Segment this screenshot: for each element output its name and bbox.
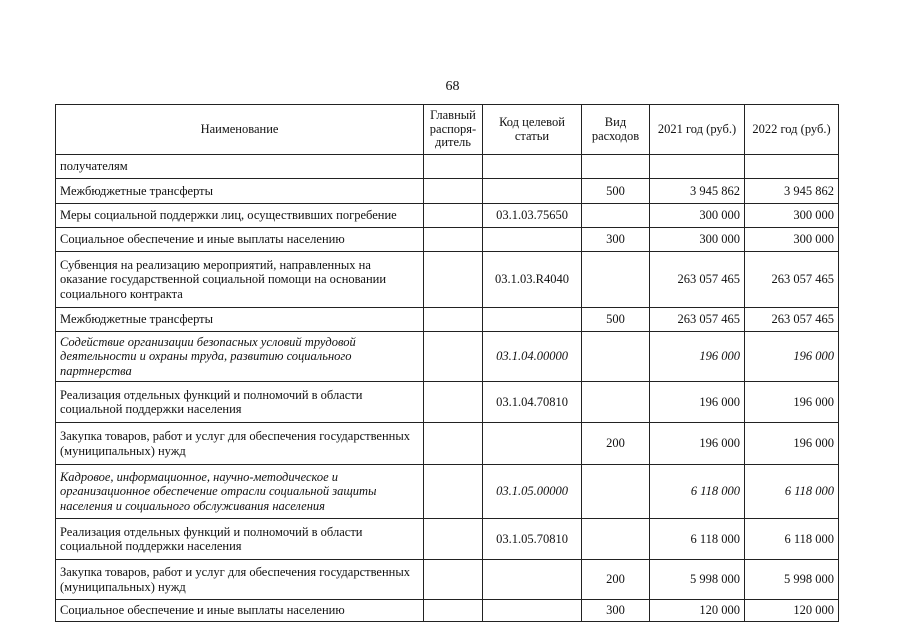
cell-name: Межбюджетные трансферты — [56, 179, 424, 204]
cell-year-2022: 5 998 000 — [745, 560, 839, 600]
cell-name: Реализация отдельных функций и полномочий в области социальной поддержки населения — [56, 382, 424, 423]
cell-year-2021: 196 000 — [650, 332, 745, 382]
cell-year-2022 — [745, 155, 839, 179]
cell-code — [483, 179, 582, 204]
cell-manager — [424, 465, 483, 519]
cell-year-2021: 263 057 465 — [650, 308, 745, 332]
page-number: 68 — [445, 79, 460, 94]
table-row — [56, 465, 839, 519]
cell-code — [483, 155, 582, 179]
cell-year-2022: 300 000 — [745, 204, 839, 228]
cell-type — [582, 155, 650, 179]
cell-year-2022: 6 118 000 — [745, 465, 839, 519]
header-year-2021: 2021 год (руб.) — [650, 105, 745, 155]
table-body — [56, 155, 839, 622]
header-year-2022: 2022 год (руб.) — [745, 105, 839, 155]
cell-manager — [424, 423, 483, 465]
cell-type: 200 — [582, 560, 650, 600]
cell-type — [582, 465, 650, 519]
table-row — [56, 179, 839, 204]
cell-manager — [424, 600, 483, 622]
table-row — [56, 519, 839, 560]
cell-type — [582, 519, 650, 560]
table-row — [56, 228, 839, 252]
cell-year-2021: 3 945 862 — [650, 179, 745, 204]
cell-year-2022: 263 057 465 — [745, 252, 839, 308]
cell-type: 500 — [582, 308, 650, 332]
cell-year-2022: 6 118 000 — [745, 519, 839, 560]
cell-type: 200 — [582, 423, 650, 465]
cell-year-2022: 196 000 — [745, 332, 839, 382]
cell-year-2022: 120 000 — [745, 600, 839, 622]
cell-type — [582, 382, 650, 423]
cell-name: Социальное обеспечение и иные выплаты населению — [56, 600, 424, 622]
table-row — [56, 308, 839, 332]
cell-name: Межбюджетные трансферты — [56, 308, 424, 332]
cell-type: 300 — [582, 600, 650, 622]
cell-manager — [424, 519, 483, 560]
cell-year-2021 — [650, 155, 745, 179]
cell-code: 03.1.05.00000 — [483, 465, 582, 519]
cell-type: 500 — [582, 179, 650, 204]
table-row — [56, 155, 839, 179]
cell-code: 03.1.05.70810 — [483, 519, 582, 560]
cell-code — [483, 560, 582, 600]
cell-type — [582, 332, 650, 382]
cell-year-2021: 300 000 — [650, 228, 745, 252]
cell-name: Закупка товаров, работ и услуг для обеспечения государственных (муниципальных) нужд — [56, 560, 424, 600]
cell-name: Социальное обеспечение и иные выплаты населению — [56, 228, 424, 252]
budget-table — [55, 104, 839, 622]
cell-year-2021: 196 000 — [650, 382, 745, 423]
cell-year-2021: 120 000 — [650, 600, 745, 622]
cell-year-2022: 3 945 862 — [745, 179, 839, 204]
table-row — [56, 382, 839, 423]
header-name: Наименование — [56, 105, 424, 155]
table-row — [56, 332, 839, 382]
cell-name: Субвенция на реализацию мероприятий, направленных на оказание государственной социальной помощи на основании социального контракта — [56, 252, 424, 308]
cell-year-2022: 196 000 — [745, 423, 839, 465]
header-type: Вид расходов — [582, 105, 650, 155]
header-manager: Главный распоря-дитель — [424, 105, 483, 155]
cell-name: Реализация отдельных функций и полномочий в области социальной поддержки населения — [56, 519, 424, 560]
cell-manager — [424, 204, 483, 228]
cell-code — [483, 308, 582, 332]
cell-name: Закупка товаров, работ и услуг для обеспечения государственных (муниципальных) нужд — [56, 423, 424, 465]
cell-code — [483, 600, 582, 622]
cell-code — [483, 423, 582, 465]
cell-name: Кадровое, информационное, научно-методическое и организационное обеспечение отрасли социальной защиты населения и социального обслуживания населения — [56, 465, 424, 519]
cell-manager — [424, 332, 483, 382]
table-row — [56, 252, 839, 308]
cell-code: 03.1.03.75650 — [483, 204, 582, 228]
cell-code: 03.1.04.70810 — [483, 382, 582, 423]
header-code: Код целевой статьи — [483, 105, 582, 155]
cell-name: получателям — [56, 155, 424, 179]
cell-year-2021: 6 118 000 — [650, 465, 745, 519]
cell-manager — [424, 560, 483, 600]
cell-manager — [424, 179, 483, 204]
cell-code — [483, 228, 582, 252]
cell-name: Содействие организации безопасных условий трудовой деятельности и охраны труда, развитию социального партнерства — [56, 332, 424, 382]
table-header-row — [56, 105, 839, 155]
cell-year-2021: 5 998 000 — [650, 560, 745, 600]
table-row — [56, 600, 839, 622]
cell-manager — [424, 228, 483, 252]
cell-manager — [424, 252, 483, 308]
cell-type: 300 — [582, 228, 650, 252]
cell-type — [582, 204, 650, 228]
cell-manager — [424, 308, 483, 332]
cell-year-2021: 300 000 — [650, 204, 745, 228]
cell-year-2021: 196 000 — [650, 423, 745, 465]
cell-year-2021: 6 118 000 — [650, 519, 745, 560]
table-row — [56, 423, 839, 465]
cell-manager — [424, 155, 483, 179]
cell-manager — [424, 382, 483, 423]
cell-type — [582, 252, 650, 308]
cell-code: 03.1.04.00000 — [483, 332, 582, 382]
cell-year-2022: 300 000 — [745, 228, 839, 252]
cell-name: Меры социальной поддержки лиц, осуществивших погребение — [56, 204, 424, 228]
cell-code: 03.1.03.R4040 — [483, 252, 582, 308]
table-row — [56, 560, 839, 600]
cell-year-2021: 263 057 465 — [650, 252, 745, 308]
cell-year-2022: 263 057 465 — [745, 308, 839, 332]
table-row — [56, 204, 839, 228]
cell-year-2022: 196 000 — [745, 382, 839, 423]
